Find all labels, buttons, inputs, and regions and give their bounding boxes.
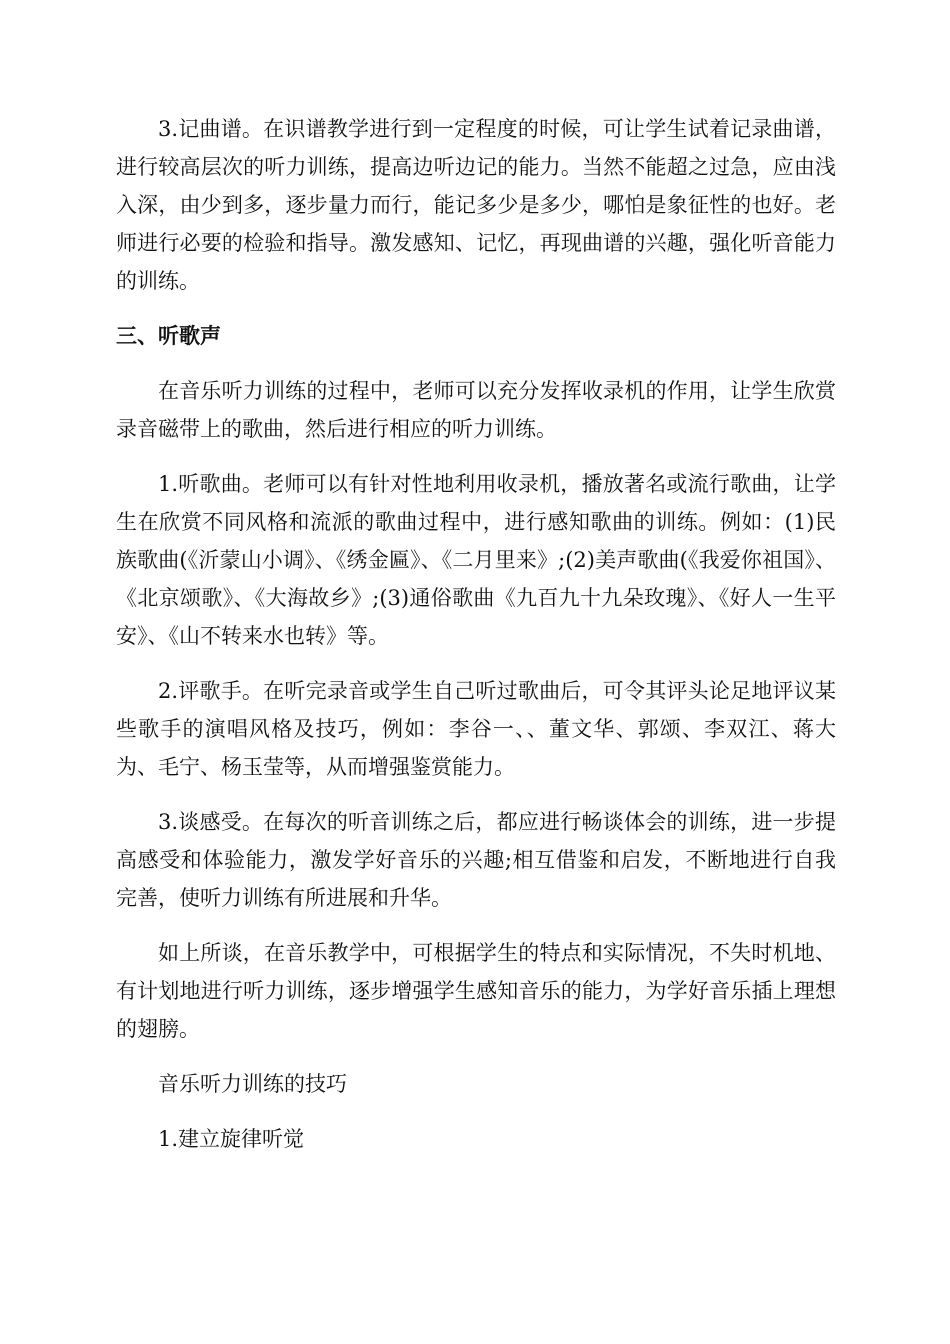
paragraph-listen-songs: 1.听歌曲。老师可以有针对性地利用收录机，播放著名或流行歌曲，让学生在欣赏不同风格和流派的歌曲过程中，进行感知歌曲的训练。例如：(1)民族歌曲(《沂蒙山小调》、《绣金匾》、《二月里来》;(2)美声歌曲(《我爱你祖国》、《北京颂歌》、《大海故乡》;(3)通俗歌曲《九百九十九朵玫瑰》、《好人一生平安》、《山不转来水也转》等。 (116, 472, 836, 648)
paragraph-conclusion: 如上所谈，在音乐教学中，可根据学生的特点和实际情况，不失时机地、有计划地进行听力训练，逐步增强学生感知音乐的能力，为学好音乐插上理想的翅膀。 (116, 941, 836, 1041)
paragraph-record-score: 3.记曲谱。在识谱教学进行到一定程度的时候，可让学生试着记录曲谱，进行较高层次的听力训练，提高边听边记的能力。当然不能超之过急，应由浅入深，由少到多，逐步量力而行，能记多少是多少，哪怕是象征性的也好。老师进行必要的检验和指导。激发感知、记忆，再现曲谱的兴趣，强化听音能力的训练。 (116, 117, 836, 293)
paragraph-review-singers: 2.评歌手。在听完录音或学生自己听过歌曲后，可令其评头论足地评议某些歌手的演唱风格及技巧，例如：李谷一、、董文华、郭颂、李双江、蒋大为、毛宁、杨玉莹等，从而增强鉴赏能力。 (116, 679, 836, 779)
list-item-melody-hearing: 1.建立旋律听觉 (158, 1127, 305, 1151)
paragraph-intro-listen-songs: 在音乐听力训练的过程中，老师可以充分发挥收录机的作用，让学生欣赏录音磁带上的歌曲，然后进行相应的听力训练。 (116, 379, 836, 441)
section-heading-listen-songs: 三、听歌声 (116, 324, 221, 348)
paragraph-share-feelings: 3.谈感受。在每次的听音训练之后，都应进行畅谈体会的训练，进一步提高感受和体验能力，激发学好音乐的兴趣;相互借鉴和启发，不断地进行自我完善，使听力训练有所进展和升华。 (116, 810, 836, 910)
subtitle-listening-skills: 音乐听力训练的技巧 (158, 1072, 347, 1096)
